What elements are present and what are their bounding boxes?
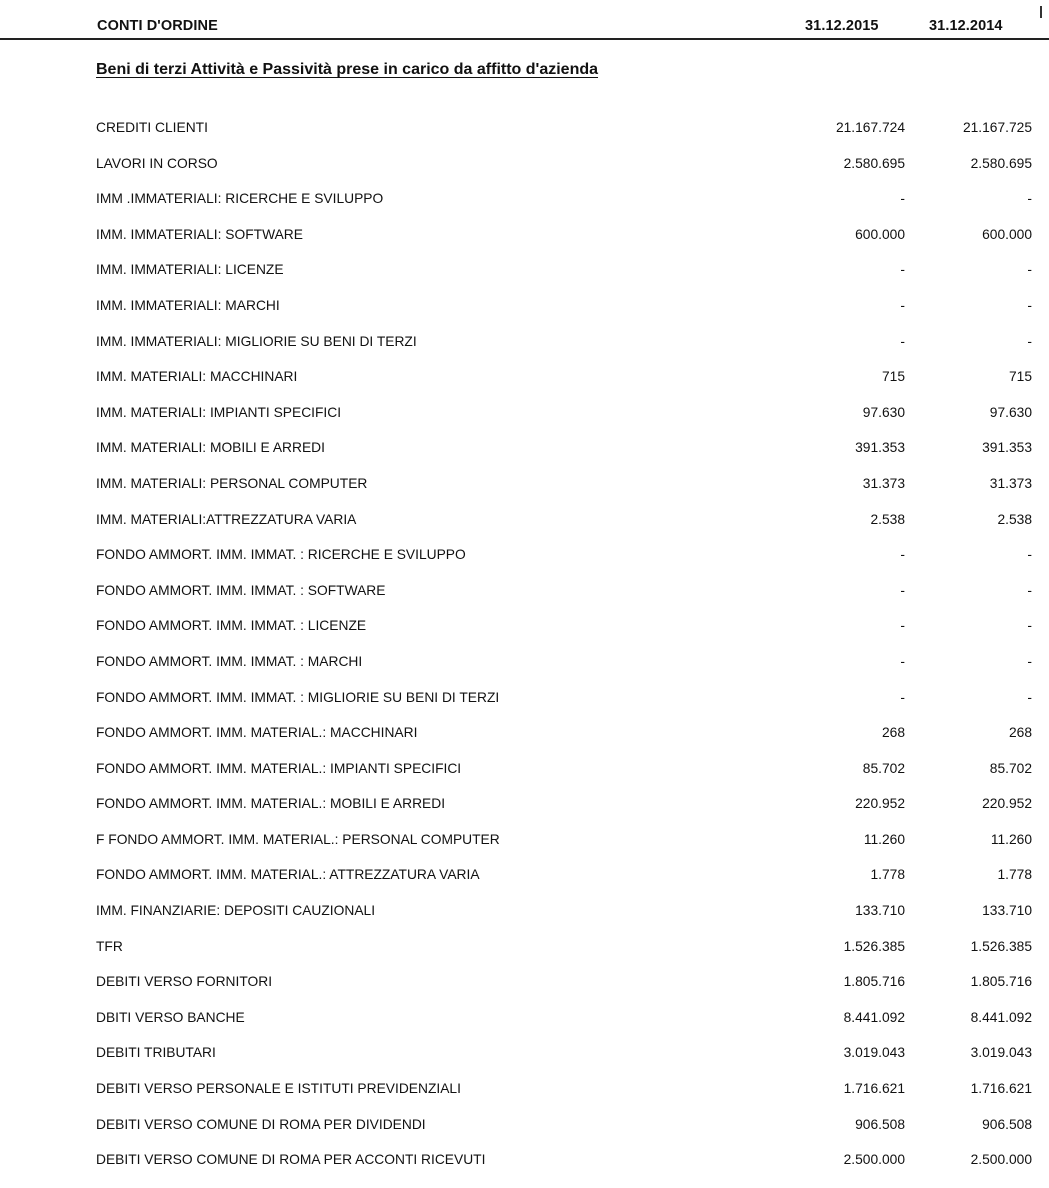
row-value-2014: 2.580.695 — [970, 155, 1032, 171]
row-value-2015: 906.508 — [855, 1116, 905, 1132]
row-label: FONDO AMMORT. IMM. IMMAT. : RICERCHE E SVILUPPO — [96, 547, 466, 563]
row-value-2015: 31.373 — [862, 475, 905, 491]
section-title: Beni di terzi Attività e Passività prese in carico da affitto d'azienda — [96, 61, 599, 78]
row-value-2015: 2.538 — [870, 511, 905, 527]
table-row — [0, 1045, 1049, 1081]
row-value-2015: - — [900, 191, 905, 207]
row-label: DEBITI TRIBUTARI — [96, 1045, 216, 1061]
row-label: DEBITI VERSO FORNITORI — [96, 974, 273, 990]
row-label: DBITI VERSO BANCHE — [96, 1009, 245, 1025]
table-row — [0, 1010, 1049, 1046]
table-row — [0, 512, 1049, 548]
row-value-2014: - — [1027, 689, 1032, 705]
row-label: FONDO AMMORT. IMM. MATERIAL.: ATTREZZATURA VARIA — [96, 867, 480, 883]
row-value-2015: - — [900, 689, 905, 705]
table-row — [0, 939, 1049, 975]
row-value-2014: 3.019.043 — [970, 1045, 1032, 1061]
row-label: F FONDO AMMORT. IMM. MATERIAL.: PERSONAL COMPUTER — [96, 831, 500, 847]
row-label: IMM. FINANZIARIE: DEPOSITI CAUZIONALI — [96, 903, 376, 919]
row-label: DEBITI VERSO PERSONALE E ISTITUTI PREVIDENZIALI — [96, 1081, 461, 1097]
table-row — [0, 832, 1049, 868]
row-label: IMM. IMMATERIALI: MIGLIORIE SU BENI DI TERZI — [96, 333, 417, 349]
table-row — [0, 1081, 1049, 1117]
row-value-2014: 85.702 — [989, 760, 1032, 776]
header-title: CONTI D'ORDINE — [97, 18, 218, 34]
table-row — [0, 120, 1049, 156]
row-value-2015: 1.778 — [870, 867, 905, 883]
table-row — [0, 1152, 1049, 1188]
row-value-2014: 133.710 — [982, 903, 1032, 919]
row-value-2014: 1.805.716 — [970, 974, 1032, 990]
row-value-2014: - — [1027, 547, 1032, 563]
row-value-2015: 391.353 — [855, 440, 905, 456]
row-value-2014: 31.373 — [989, 475, 1032, 491]
row-value-2015: - — [900, 333, 905, 349]
row-value-2015: 600.000 — [855, 226, 905, 242]
margin-mark — [1040, 6, 1042, 18]
row-value-2015: 85.702 — [862, 760, 905, 776]
row-value-2015: 8.441.092 — [843, 1009, 905, 1025]
row-value-2014: - — [1027, 582, 1032, 598]
row-value-2014: 11.260 — [990, 831, 1032, 847]
row-value-2014: - — [1027, 618, 1032, 634]
row-value-2014: - — [1027, 333, 1032, 349]
row-value-2015: 220.952 — [855, 796, 905, 812]
table-row — [0, 690, 1049, 726]
row-value-2014: 391.353 — [982, 440, 1032, 456]
header-date-2014: 31.12.2014 — [929, 18, 1003, 34]
row-value-2014: 21.167.725 — [962, 120, 1032, 135]
row-value-2015: - — [900, 618, 905, 634]
row-value-2014: - — [1027, 297, 1032, 313]
table-row — [0, 796, 1049, 832]
row-value-2014: 220.952 — [982, 796, 1032, 812]
row-value-2015: 1.526.385 — [843, 938, 905, 954]
row-value-2015: - — [900, 653, 905, 669]
row-value-2015: - — [900, 297, 905, 313]
table-row — [0, 974, 1049, 1010]
row-label: FONDO AMMORT. IMM. MATERIAL.: IMPIANTI SPECIFICI — [96, 760, 462, 776]
row-value-2014: 1.526.385 — [970, 938, 1032, 954]
row-value-2015: 715 — [881, 369, 905, 385]
row-label: TFR — [96, 938, 123, 954]
row-label: CREDITI CLIENTI — [96, 120, 208, 135]
table-row — [0, 903, 1049, 939]
table-row — [0, 761, 1049, 797]
table-row — [0, 405, 1049, 441]
row-label: IMM. MATERIALI: PERSONAL COMPUTER — [96, 475, 368, 491]
header-date-2015: 31.12.2015 — [805, 18, 879, 34]
accounts-table-body — [0, 120, 1049, 1188]
row-label: IMM. MATERIALI:ATTREZZATURA VARIA — [96, 511, 357, 527]
table-row — [0, 156, 1049, 192]
row-label: IMM. MATERIALI: MOBILI E ARREDI — [96, 440, 325, 456]
table-row — [0, 654, 1049, 690]
row-value-2014: - — [1027, 191, 1032, 207]
table-row — [0, 547, 1049, 583]
row-label: IMM. IMMATERIALI: SOFTWARE — [96, 226, 303, 242]
row-label: FONDO AMMORT. IMM. IMMAT. : MARCHI — [96, 653, 363, 669]
row-value-2014: 268 — [1008, 725, 1032, 741]
table-row — [0, 262, 1049, 298]
row-value-2014: 97.630 — [989, 404, 1032, 420]
table-row — [0, 583, 1049, 619]
row-label: IMM .IMMATERIALI: RICERCHE E SVILUPPO — [96, 191, 384, 207]
row-label: IMM. MATERIALI: IMPIANTI SPECIFICI — [96, 404, 342, 420]
row-value-2015: 268 — [881, 725, 905, 741]
row-value-2014: - — [1027, 262, 1032, 278]
row-label: FONDO AMMORT. IMM. IMMAT. : LICENZE — [96, 618, 367, 634]
table-row — [0, 369, 1049, 405]
row-value-2015: 133.710 — [855, 903, 905, 919]
row-label: FONDO AMMORT. IMM. IMMAT. : SOFTWARE — [96, 582, 386, 598]
row-value-2015: 21.167.724 — [835, 120, 905, 135]
row-value-2015: 1.805.716 — [843, 974, 905, 990]
row-value-2015: - — [900, 547, 905, 563]
row-label: IMM. IMMATERIALI: MARCHI — [96, 297, 280, 313]
row-label: DEBITI VERSO COMUNE DI ROMA PER ACCONTI RICEVUTI — [96, 1152, 486, 1168]
table-row — [0, 440, 1049, 476]
table-row — [0, 725, 1049, 761]
row-value-2015: 11.260 — [863, 831, 905, 847]
row-value-2015: 2.580.695 — [843, 155, 905, 171]
table-row — [0, 191, 1049, 227]
row-value-2014: 8.441.092 — [970, 1009, 1032, 1025]
row-value-2015: 97.630 — [862, 404, 905, 420]
row-label: FONDO AMMORT. IMM. MATERIAL.: MOBILI E ARREDI — [96, 796, 446, 812]
row-value-2015: - — [900, 582, 905, 598]
row-value-2014: 2.538 — [997, 511, 1032, 527]
row-label: IMM. MATERIALI: MACCHINARI — [96, 369, 298, 385]
row-label: IMM. IMMATERIALI: LICENZE — [96, 262, 284, 278]
table-row — [0, 867, 1049, 903]
row-label: DEBITI VERSO COMUNE DI ROMA PER DIVIDENDI — [96, 1116, 426, 1132]
table-row — [0, 227, 1049, 263]
row-label: FONDO AMMORT. IMM. IMMAT. : MIGLIORIE SU BENI DI TERZI — [96, 689, 500, 705]
row-value-2014: 1.716.621 — [970, 1081, 1032, 1097]
row-value-2015: 1.716.621 — [843, 1081, 905, 1097]
table-row — [0, 1117, 1049, 1153]
table-row — [0, 334, 1049, 370]
row-value-2015: 3.019.043 — [843, 1045, 905, 1061]
row-value-2014: 906.508 — [982, 1116, 1032, 1132]
row-value-2014: 1.778 — [997, 867, 1032, 883]
row-value-2014: 600.000 — [982, 226, 1032, 242]
table-header — [0, 0, 1049, 40]
row-label: LAVORI IN CORSO — [96, 155, 218, 171]
row-value-2014: 715 — [1008, 369, 1032, 385]
table-row — [0, 476, 1049, 512]
row-value-2014: - — [1027, 653, 1032, 669]
row-value-2015: - — [900, 262, 905, 278]
table-row — [0, 618, 1049, 654]
row-value-2015: 2.500.000 — [843, 1152, 905, 1168]
row-label: FONDO AMMORT. IMM. MATERIAL.: MACCHINARI — [96, 725, 418, 741]
table-row — [0, 298, 1049, 334]
row-value-2014: 2.500.000 — [970, 1152, 1032, 1168]
